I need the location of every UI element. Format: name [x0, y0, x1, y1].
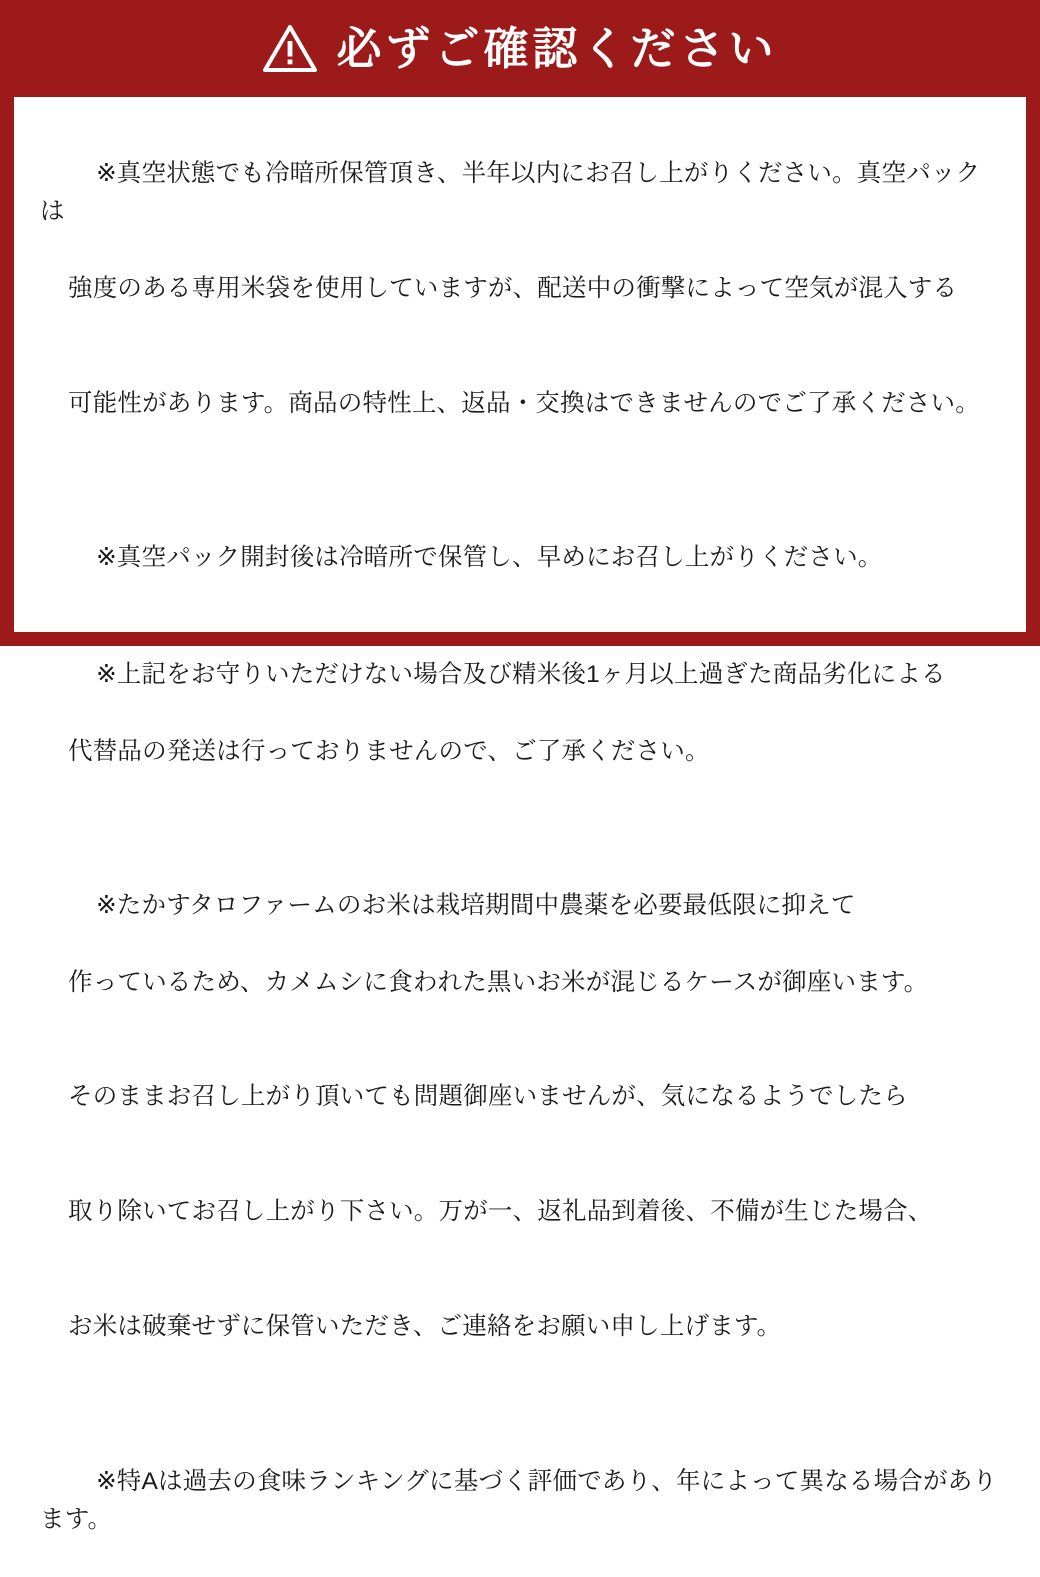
notice-line: 強度のある専用米袋を使用していますが、配送中の衝撃によって空気が混入する	[68, 274, 958, 302]
notice-item	[40, 1424, 1004, 1577]
page-title: 必ずご確認ください	[336, 23, 778, 74]
notice-line: そのままお召し上がり頂いても問題御座いませんが、気になるようでしたら	[68, 1083, 908, 1111]
notice-line: お米は破棄せずに保管いただき、ご連絡をお願い申し上げます。	[68, 1312, 782, 1340]
notice-line: ※上記をお守りいただけない場合及び精米後1ヶ月以上過ぎた商品劣化による	[96, 661, 946, 689]
notice-body	[14, 97, 1026, 1533]
notice-line: 作っているため、カメムシに食われた黒いお米が混じるケースが御座います。	[68, 968, 929, 996]
notice-line: 代替品の発送は行っておりませんので、ご了承ください。	[68, 737, 710, 765]
notice-line: ※たかすタロファームのお米は栽培期間中農薬を必要最低限に抑えて	[96, 892, 856, 920]
card-header	[0, 0, 1040, 97]
notice-item	[40, 501, 1004, 616]
notice-line: 可能性があります。商品の特性上、返品・交換はできませんのでご了承ください。	[68, 389, 980, 417]
notice-item	[40, 849, 1004, 1422]
warning-triangle-icon	[262, 24, 318, 74]
notice-item	[40, 618, 1004, 847]
notice-line: ※特Aは過去の食味ランキングに基づく評価であり、年によって異なる場合があります。	[40, 1467, 998, 1533]
notice-line: ※真空パック開封後は冷暗所で保管し、早めにお召し上がりください。	[96, 544, 883, 572]
notice-line: 取り除いてお召し上がり下さい。万が一、返礼品到着後、不備が生じた場合、	[68, 1198, 933, 1226]
notice-line: ※真空状態でも冷暗所保管頂き、半年以内にお召し上がりください。真空パックは	[40, 160, 981, 226]
notice-item	[40, 117, 1004, 499]
